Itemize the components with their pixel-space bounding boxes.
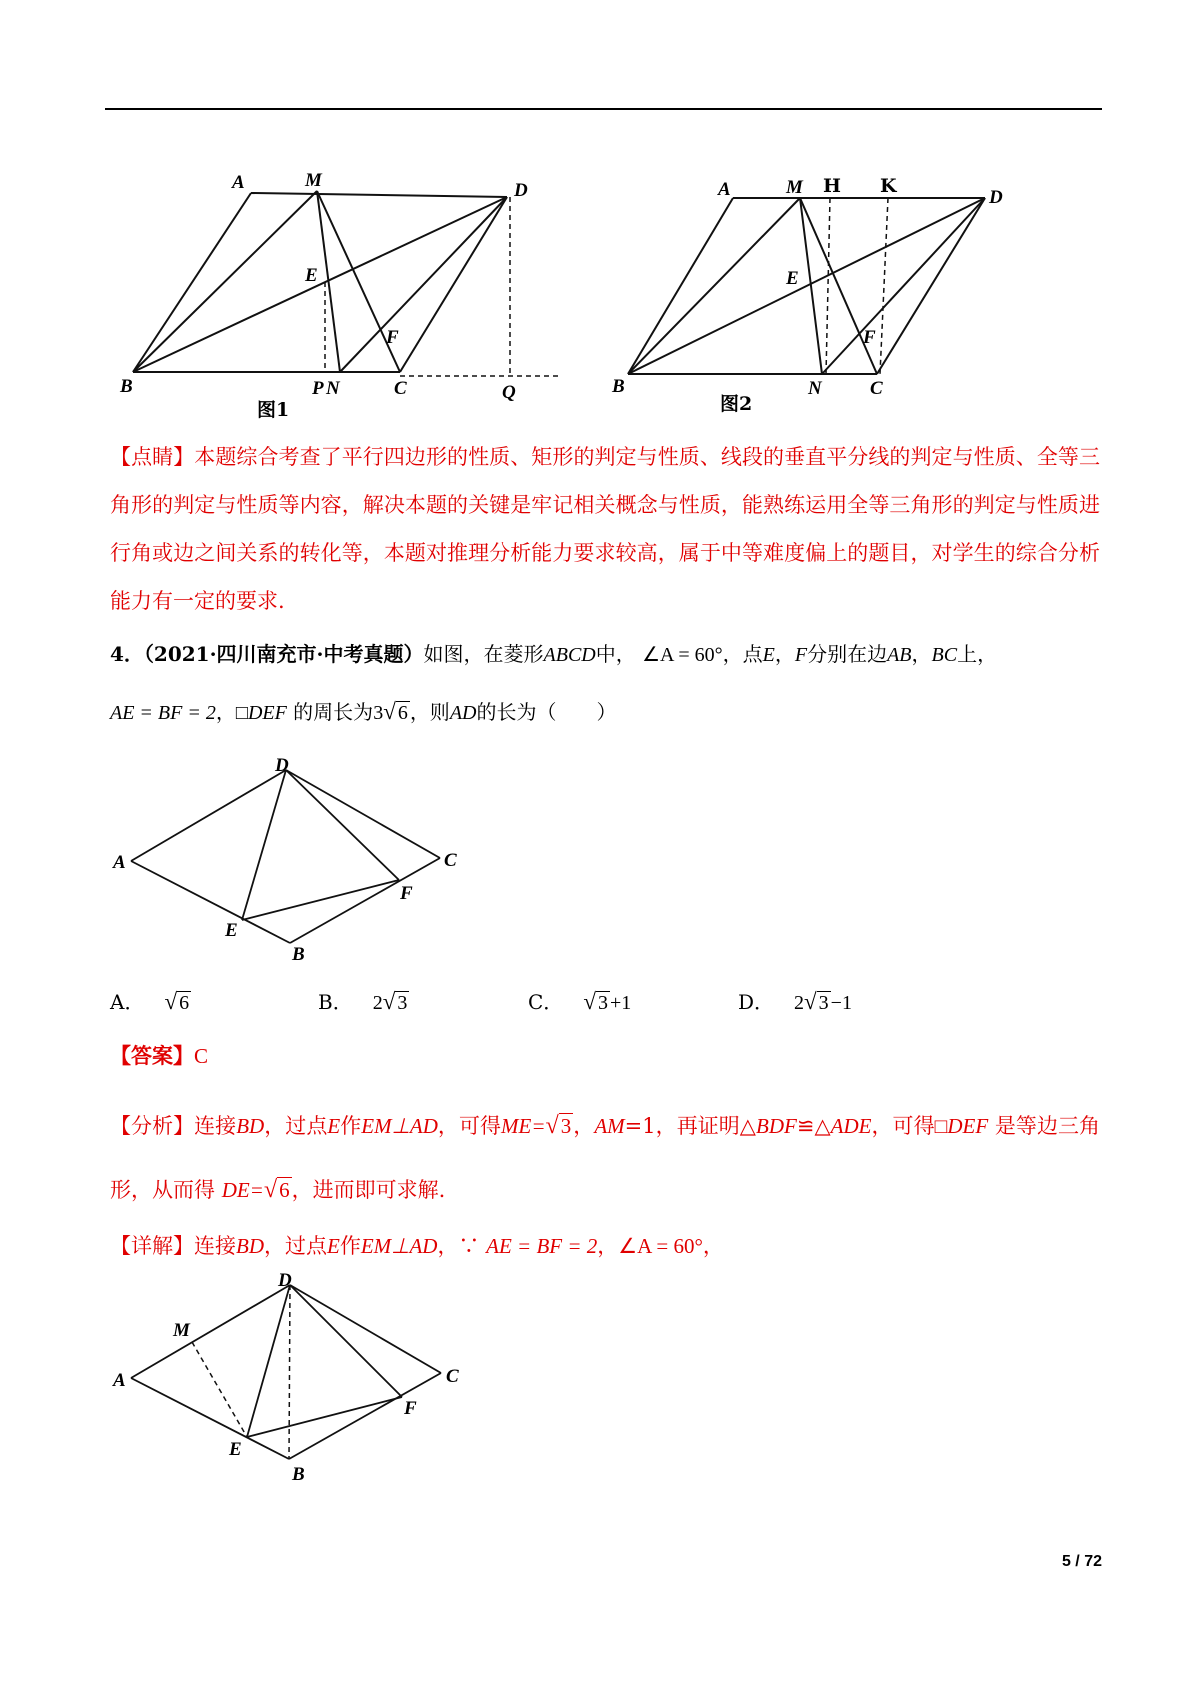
seg-bd: BD [236,1234,264,1258]
fenxi-text: ，进而即可求解. [291,1178,446,1202]
d-label-F: F [404,1398,417,1419]
fig1-label-D: D [514,180,528,201]
question-text: ， [911,642,932,666]
fig2-label-M: M [786,177,803,198]
option-sqrt: √ 3 [804,989,829,1014]
option-tail: −1 [830,992,852,1014]
answer-value: C [194,1044,209,1068]
question-text: ，点 [722,642,763,666]
fig1-label-Q: Q [502,382,516,403]
fenxi-text: =1，再证明△ [624,1114,756,1138]
answer-tag: 【答案】 [110,1043,194,1068]
xiangjie-text: 连接 [194,1234,236,1258]
option-c[interactable] [528,986,631,1015]
question-text: 上， [957,642,998,666]
fig1-label-M: M [305,170,322,191]
fig1-label-A: A [232,172,245,193]
option-label: A． [110,990,145,1014]
fig2-label-N: N [808,378,822,399]
fig1-label-E: E [305,265,318,286]
question-text: 如图，在菱形 [423,642,544,666]
option-sqrt: √ 3 [382,989,408,1014]
fig2-label-D: D [989,187,1003,208]
option-sqrt: √ 3 [583,989,608,1014]
d-label-C: C [446,1366,459,1387]
option-a[interactable] [110,986,191,1015]
option-radicand: 3 [818,992,829,1014]
me-radicand: 3 [560,1114,572,1138]
point-e: E [327,1114,341,1138]
fenxi-text: ，可得 [871,1114,935,1138]
page-sep: / [1070,1553,1085,1570]
me-sqrt: √3 [545,1112,572,1139]
seg-am: AM [594,1114,625,1138]
d-label-D: D [278,1270,292,1291]
side-bc: BC [931,644,958,666]
q-label-F: F [400,883,413,904]
q-label-B: B [292,944,305,965]
d-label-E: E [229,1439,242,1460]
option-b[interactable] [318,986,409,1015]
figure-1 [110,165,580,425]
option-label: C． [528,990,564,1014]
question-number: 4． [110,642,144,666]
perp-em: EM⊥AD [360,1234,438,1258]
rhombus-name: ABCD [543,644,596,666]
xiangjie-text: ，过点 [264,1234,327,1258]
angle-condition: ∠A = 60° [642,644,723,666]
perimeter-coef: 3 [373,702,384,724]
dianjing-text: 本题综合考查了平行四边形的性质、矩形的判定与性质、线段的垂直平分线的判定与性质、全等三角形的判定与性质等内容，解决本题的关键是牢记相关概念与性质，能熟练运用全等三角形的判定与性质进行角或边之间关系的转化等，本题对推理分析能力要求较高，属于中等难度偏上的题目，对学生的综合分析能力有一定的要求. [110,445,1101,613]
fig2-label-K: K [880,175,897,197]
xiangjie-text: ， [597,1234,619,1258]
option-tail: +1 [609,992,632,1014]
q-label-E: E [225,920,238,941]
fig2-label-H: H [823,175,841,197]
xiangjie-tag: 【详解】 [110,1234,194,1258]
question-text: ， [215,700,236,724]
fig1-label-C: C [394,378,407,399]
question-line-2 [110,695,1100,730]
tri-bdf: BDF [756,1114,797,1138]
point-e: E [327,1234,340,1258]
q-label-C: C [444,850,457,871]
question-text: ， [774,642,795,666]
fenxi-text: ，可得 [437,1114,502,1138]
option-coef: 2 [794,992,805,1014]
fenxi-text: ，过点 [264,1114,328,1138]
page-current: 5 [1061,1553,1071,1570]
fenxi-text: 连接 [194,1114,237,1138]
perp-em: EM⊥AD [361,1114,438,1138]
question-text: ，则 [409,700,450,724]
option-label: B． [318,990,353,1014]
question-source: （2021·四川南充市·中考真题） [143,642,424,666]
d-label-M: M [173,1320,190,1341]
figure-2 [600,165,1020,425]
fig2-label-C: C [870,378,883,399]
option-radicand: 3 [397,992,408,1014]
length-condition: AE = BF = 2 [486,1234,598,1258]
tri-ade: ADE [830,1114,872,1138]
d-label-B: B [292,1464,305,1485]
fenxi-text: ， [573,1114,595,1138]
dianjing-tag: 【点睛】 [110,445,195,469]
triangle-def: □DEF [235,702,287,724]
fig1-label-N: N [326,378,340,399]
dianjing-paragraph [110,433,1100,625]
fig1-label-F: F [386,327,399,348]
question-line-1 [110,640,1100,669]
question-text: 分别在边 [807,642,888,666]
fenxi-text: 作 [340,1114,362,1138]
option-radicand: 6 [179,992,190,1014]
option-coef: 2 [372,992,383,1014]
de-eq: DE= [221,1178,264,1202]
fig2-label-B: B [612,376,625,397]
point-e: E [762,644,775,666]
seg-bd: BD [236,1114,265,1138]
page-total: 72 [1084,1553,1102,1570]
q-label-D: D [275,755,289,776]
fenxi-text: 是等边三角形，从而得 [110,1114,1101,1202]
question-text: 中， [595,642,636,666]
angle-condition: ∠A = 60° [618,1234,703,1258]
xiangjie-text: ，∵ [437,1234,480,1258]
fig1-caption: 图1 [257,399,290,421]
option-sqrt: √ 6 [164,989,190,1014]
fig2-label-E: E [786,268,799,289]
tri-def: □DEF [934,1114,989,1138]
length-condition: AE = BF = 2 [110,702,216,724]
option-d[interactable] [738,986,852,1015]
q-label-A: A [113,852,126,873]
question-text: 的周长为 [286,700,374,724]
fig1-label-P: P [312,378,324,399]
fig2-caption: 图2 [720,393,753,415]
perimeter-radicand: 6 [397,702,408,724]
me-eq: ME= [501,1114,546,1138]
fenxi-text: ≌△ [796,1114,831,1138]
option-label: D． [738,990,775,1014]
fig1-label-B: B [120,376,133,397]
fenxi-tag: 【分析】 [110,1114,195,1138]
option-radicand: 3 [597,992,608,1014]
fenxi-paragraph [110,1094,1100,1222]
xiangjie-text: ， [702,1234,724,1258]
side-ab: AB [887,644,912,666]
header-rule [105,108,1102,110]
fig2-label-F: F [863,327,876,348]
fig2-label-A: A [718,179,731,200]
page-number [1062,1553,1102,1571]
de-sqrt: √6 [263,1176,290,1203]
detail-figure [110,1260,470,1485]
de-radicand: 6 [279,1178,290,1202]
xiangjie-text: 作 [339,1234,361,1258]
perimeter-sqrt: √ 6 [383,699,408,724]
question-text: 的长为（ ） [476,700,617,724]
answer-line [110,1040,1100,1070]
point-f: F [794,644,808,666]
question-figure [110,745,470,970]
side-ad: AD [449,702,477,724]
d-label-A: A [113,1370,126,1391]
